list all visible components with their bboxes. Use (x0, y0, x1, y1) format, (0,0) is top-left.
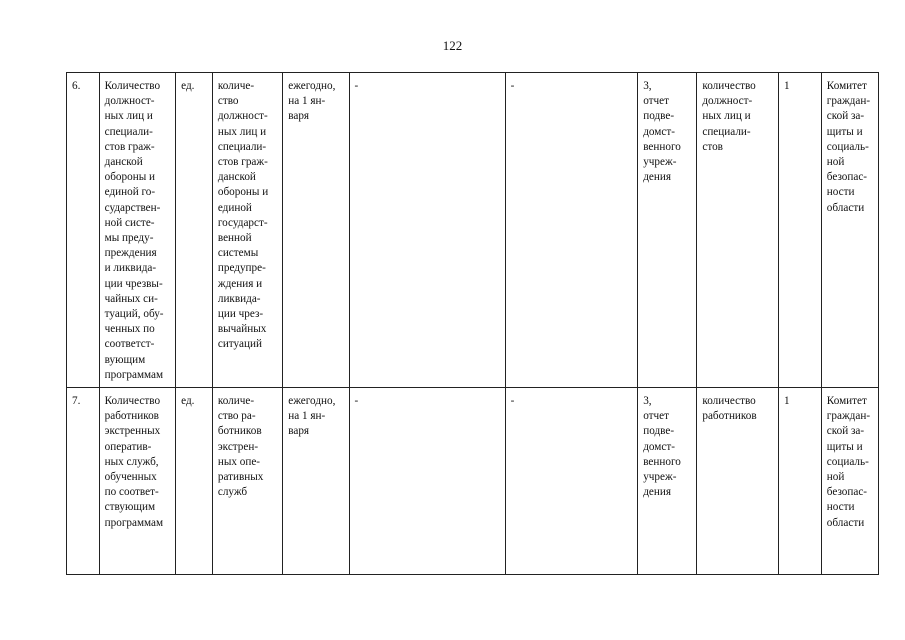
responsible-code-cell: 1 (778, 388, 821, 575)
indicator-name-cell: Количество работников экстренных оператив- ных служб, обученных по соответ- ствующим программам (99, 388, 176, 575)
base-indicators-cell: - (505, 73, 638, 388)
data-source-cell: 3, отчет подве- домст- венного учреж- дения (638, 73, 697, 388)
row-number-cell: 7. (67, 388, 100, 575)
definition-cell: количе- ство ра- ботников экстрен- ных опе- ративных служб (212, 388, 282, 575)
periodicity-cell: ежегодно, на 1 ян- варя (283, 388, 349, 575)
responsible-organization-cell: Комитет граждан- ской за- щиты и социаль- ной безопас- ности области (821, 73, 878, 388)
responsible-code-cell: 1 (778, 73, 821, 388)
unit-cell: ед. (176, 73, 213, 388)
responsible-organization-cell: Комитет граждан- ской за- щиты и социаль- ной безопас- ности области (821, 388, 878, 575)
page-number: 122 (442, 38, 463, 53)
unit-cell: ед. (176, 388, 213, 575)
calculation-method-cell: - (349, 73, 505, 388)
base-indicators-cell: - (505, 388, 638, 575)
data-source-cell: 3, отчет подве- домст- венного учреж- дения (638, 388, 697, 575)
definition-cell: количе- ство должност- ных лиц и специали- стов граж- данской обороны и единой государст- венной системы предупре- ждения и ликвида- ции чрез- вычайных ситуаций (212, 73, 282, 388)
table-row (67, 73, 879, 388)
table-row (67, 388, 879, 575)
calculation-method-cell: - (349, 388, 505, 575)
observation-object-cell: количество работников (697, 388, 779, 575)
indicators-table (66, 72, 879, 575)
row-number-cell: 6. (67, 73, 100, 388)
observation-object-cell: количество должност- ных лиц и специали- стов (697, 73, 779, 388)
periodicity-cell: ежегодно, на 1 ян- варя (283, 73, 349, 388)
indicator-name-cell: Количество должност- ных лиц и специали- стов граж- данской обороны и единой го- сударствен- ной систе- мы преду- преждения и ликвида- ции чрезвы- чайных си- туаций, обу- ченных по соответст- вующим программам (99, 73, 176, 388)
